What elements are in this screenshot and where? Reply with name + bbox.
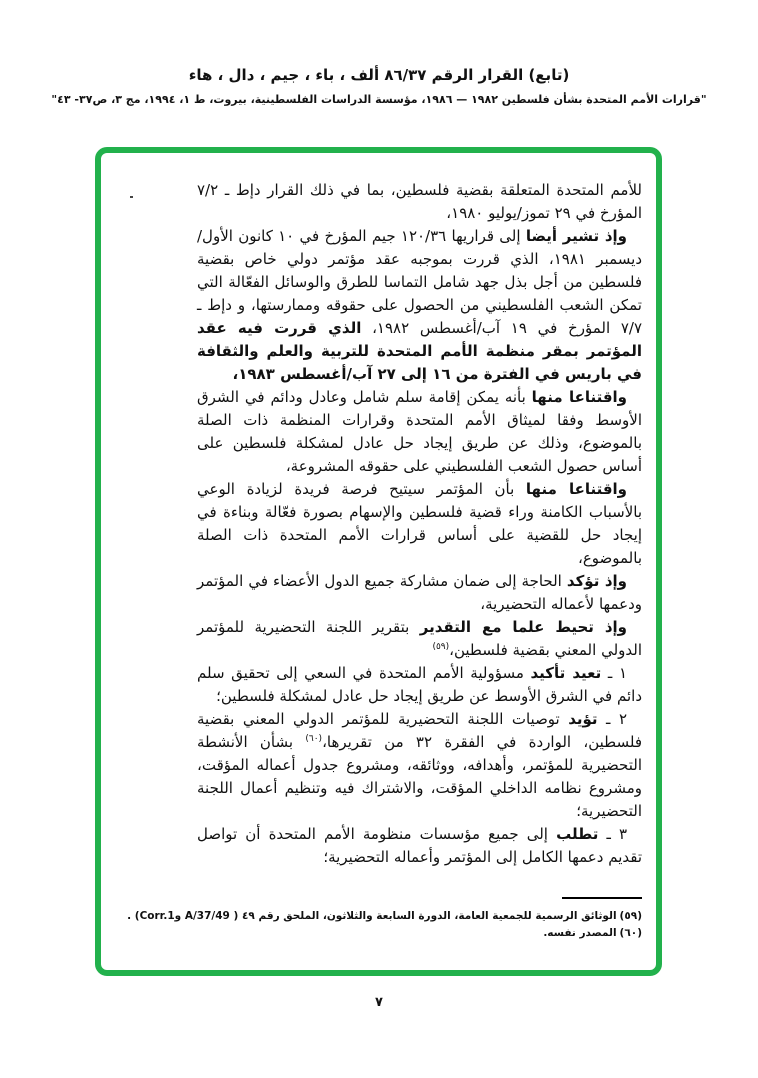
footnote-rule: [562, 897, 642, 899]
footnote-marker: (٦٠): [619, 927, 642, 939]
paragraph: [197, 823, 642, 869]
text-segment: للأمم المتحدة المتعلقة بقضية فلسطين، بما في ذلك القرار دإط ـ ٧/٢ المؤرخ في ٢٩ تموز/يوليو ١٩٨٠،: [197, 181, 642, 222]
text-segment: واقتناعا منها: [525, 480, 627, 498]
page-number: ٧: [375, 995, 383, 1010]
footnote-text: المصدر نفسه.: [543, 927, 617, 939]
text-segment: إلى جميع مؤسسات منظومة الأمم المتحدة أن تواصل تقديم دعمها الكامل إلى المؤتمر وأعماله التحضيرية؛: [197, 825, 642, 866]
paragraph: [197, 386, 642, 478]
paragraph: [197, 225, 642, 386]
footnote: [115, 908, 642, 925]
text-segment: تؤيد: [568, 710, 598, 728]
text-segment: تطلب: [556, 825, 599, 843]
footnote-ref: (٥٩): [432, 642, 450, 652]
text-segment: توصيات اللجنة التحضيرية للمؤتمر الدولي المعني بقضية فلسطين، الواردة في الفقرة ٣٢ من تقريرها،: [197, 710, 642, 751]
text-segment: وإذ تشير أيضا: [525, 227, 627, 245]
text-segment: بأنه يمكن إقامة سلم شامل وعادل ودائم في الشرق الأوسط وفقا لميثاق الأمم المتحدة وقرارات المنظمة ذات الصلة بالموضوع، وذلك عن طريق إيجاد حل عادل لمشكلة فلسطين على أساس حصول الشعب الفلسطيني على حقوقه المشروعة،: [197, 388, 642, 475]
page-header: [0, 66, 758, 106]
text-segment: إلى قراريها ١٢٠/٣٦ جيم المؤرخ في ١٠ كانون الأول/ديسمبر ١٩٨١، الذي قررت بموجبه عقد مؤتمر دولي خاص بقضية فلسطين من أجل بذل جهد شامل التماسا للطرق والوسائل الفعّالة التي تمكن الشعب الفلسطيني من الحصول على حقوقه وممارستها، و دإط ـ ٧/٧ المؤرخ في ١٩ آب/أغسطس ١٩٨٢،: [197, 227, 643, 337]
paragraph: [197, 708, 642, 823]
text-segment: ٣ ـ: [598, 825, 628, 843]
footnote: [115, 925, 642, 942]
text-segment: بتقرير اللجنة التحضيرية للمؤتمر الدولي المعني بقضية فلسطين،: [197, 618, 642, 659]
body-text: [197, 179, 642, 869]
source-citation: "قرارات الأمم المتحدة بشأن فلسطين ١٩٨٢ — ١٩٨٦، مؤسسة الدراسات الفلسطينية، بيروت، ط ١، ١٩٩٤، مج ٣، ص٣٧- ٤٣": [51, 93, 707, 106]
scan-artifact-dot: [130, 196, 133, 198]
text-segment: واقتناعا منها: [531, 388, 627, 406]
text-segment: بأن المؤتمر سيتيح فرصة فريدة لزيادة الوعي بالأسباب الكامنة وراء قضية فلسطين والإسهام بصورة فعّالة وبناءة في إيجاد حل للقضية على أساس قرارات الأمم المتحدة ذات الصلة بالموضوع،: [197, 480, 642, 567]
footnote-text: الوثائق الرسمية للجمعية العامة، الدورة السابعة والثلاثون، الملحق رقم ٤٩ ( A/37/49 وCorr.1) .: [127, 910, 617, 922]
green-highlight-border: [95, 147, 662, 976]
text-segment: بشأن الأنشطة التحضيرية للمؤتمر، وأهدافه، ووثائقه، ومشروع جدول أعماله المؤقت، ومشروع نظامه الداخلي المؤقت، والاشتراك فيه وتنظيم أعمال اللجنة التحضيرية؛: [197, 733, 642, 820]
text-segment: الحاجة إلى ضمان مشاركة جميع الدول الأعضاء في المؤتمر ودعمها لأعماله التحضيرية،: [197, 572, 642, 613]
text-segment: الذي قررت فيه عقد المؤتمر بمقر منظمة الأمم المتحدة للتربية والعلم والثقافة في باريس في الفترة من ١٦ إلى ٢٧ آب/أغسطس ١٩٨٣،: [197, 319, 642, 383]
footnote-list: [115, 908, 642, 942]
text-segment: وإذ تحيط علما مع التقدير: [419, 618, 627, 636]
resolution-title: (تابع) القرار الرقم ٨٦/٣٧ ألف ، باء ، جيم ، دال ، هاء: [188, 66, 570, 84]
text-segment: ٢ ـ: [597, 710, 627, 728]
footnote-marker: (٥٩): [619, 910, 642, 922]
paragraph: [197, 478, 642, 570]
paragraph: [197, 662, 642, 708]
footnote-ref: (٦٠): [305, 734, 323, 744]
text-segment: تعيد تأكيد: [530, 664, 602, 682]
paragraph: [197, 570, 642, 616]
paragraph: [197, 179, 642, 225]
text-segment: وإذ تؤكد: [566, 572, 628, 590]
text-segment: مسؤولية الأمم المتحدة في السعي إلى تحقيق سلم دائم في الشرق الأوسط عن طريق إيجاد حل عادل لمشكلة فلسطين؛: [197, 664, 642, 705]
footnotes-section: [115, 897, 642, 942]
paragraph: [197, 616, 642, 662]
text-segment: ١ ـ: [601, 664, 627, 682]
